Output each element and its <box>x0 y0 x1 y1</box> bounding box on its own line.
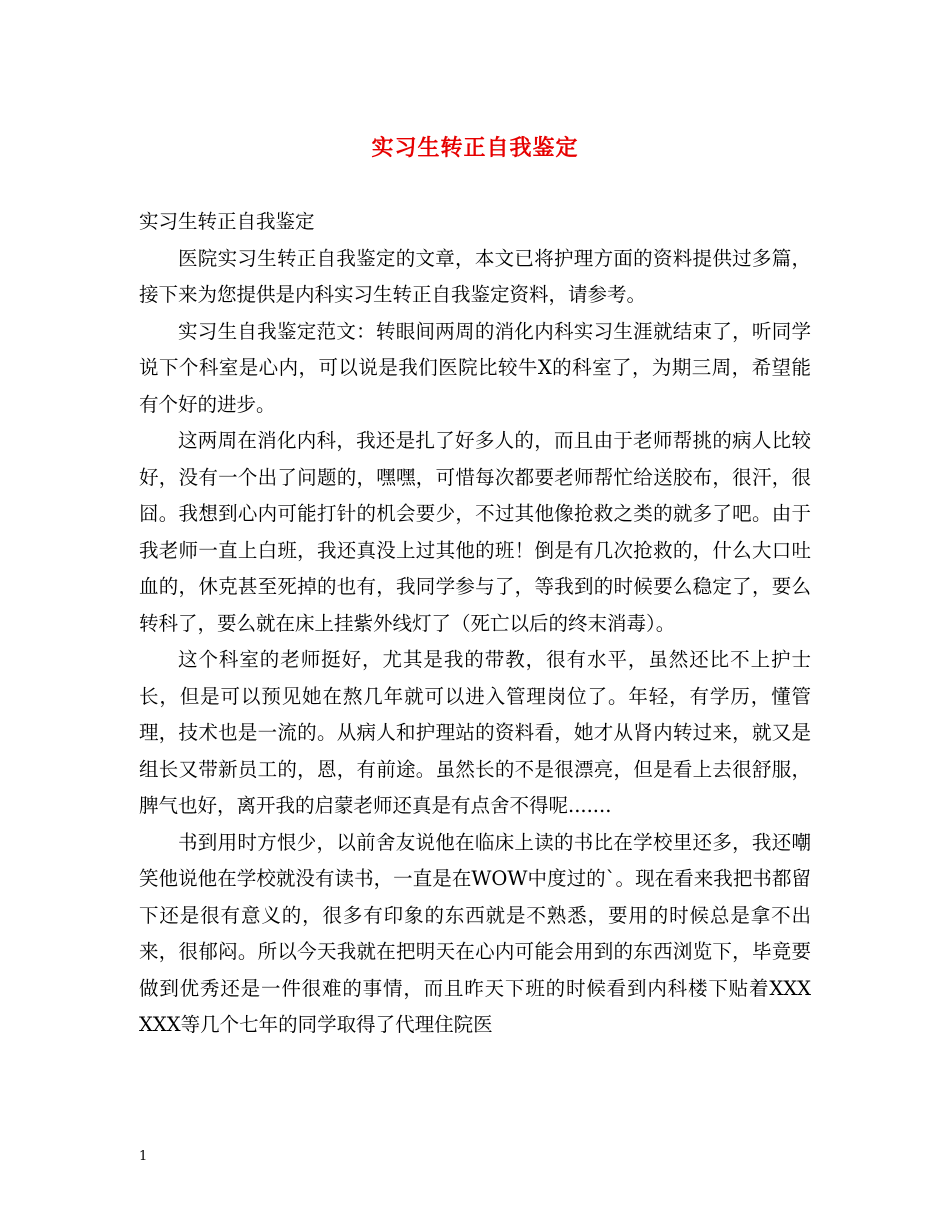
paragraph-1: 医院实习生转正自我鉴定的文章，本文已将护理方面的资料提供过多篇，接下来为您提供是内科实习生转正自我鉴定资料，请参考。 <box>139 246 811 306</box>
paragraph-2: 实习生自我鉴定范文：转眼间两周的消化内科实习生涯就结束了，听同学说下个科室是心内，可以说是我们医院比较牛X的科室了，为期三周，希望能有个好的进步。 <box>139 319 811 416</box>
paragraph-3: 这两周在消化内科，我还是扎了好多人的，而且由于老师帮挑的病人比较好，没有一个出了问题的，嘿嘿，可惜每次都要老师帮忙给送胶布，很汗，很囧。我想到心内可能打针的机会要少，不过其他像抢救之类的就多了吧。由于我老师一直上白班，我还真没上过其他的班！倒是有几次抢救的，什么大口吐血的，休克甚至死掉的也有，我同学参与了，等我到的时候要么稳定了，要么转科了，要么就在床上挂紫外线灯了（死亡以后的终末消毒）。 <box>139 429 811 635</box>
paragraph-5: 书到用时方恨少，以前舍友说他在临床上读的书比在学校里还多，我还嘲笑他说他在学校就没有读书，一直是在WOW中度过的`。现在看来我把书都留下还是很有意义的，很多有印象的东西就是不熟悉，要用的时候总是拿不出来，很郁闷。所以今天我就在把明天在心内可能会用到的东西浏览下，毕竟要做到优秀还是一件很难的事情，而且昨天下班的时候看到内科楼下贴着XXX XXX等几个七年的同学取得了代理住院医 <box>139 830 811 1036</box>
page-number: 1 <box>139 1149 148 1164</box>
document-body <box>139 204 811 1044</box>
paragraph-4: 这个科室的老师挺好，尤其是我的带教，很有水平，虽然还比不上护士长，但是可以预见她在熬几年就可以进入管理岗位了。年轻，有学历，懂管理，技术也是一流的。从病人和护理站的资料看，她才从肾内转过来，就又是组长又带新员工的，恩，有前途。虽然长的不是很漂亮，但是看上去很舒服，脾气也好，离开我的启蒙老师还真是有点舍不得呢....... <box>139 648 811 817</box>
section-heading: 实习生转正自我鉴定 <box>139 210 315 233</box>
document-title: 实习生转正自我鉴定 <box>371 135 579 161</box>
